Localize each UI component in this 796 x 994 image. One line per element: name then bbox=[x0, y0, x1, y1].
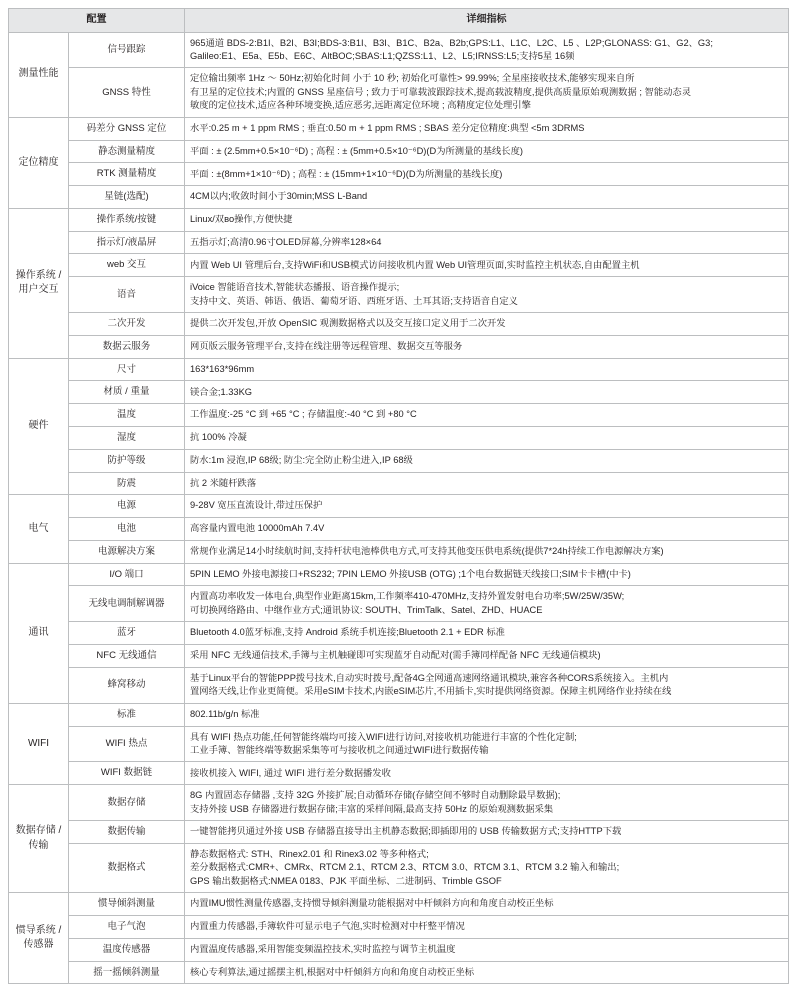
group-label: 操作系统 / 用户交互 bbox=[9, 208, 69, 358]
detail-line: Bluetooth 4.0蓝牙标准,支持 Android 系统手机连接;Bluetooth 2.1 + EDR 标准 bbox=[190, 627, 505, 638]
column-header-config: 配置 bbox=[9, 9, 185, 33]
detail-line: 支持外接 USB 存储器进行数据存储;丰富的采样间隔,最高支持 50Hz 的原始观测数据采集 bbox=[190, 803, 554, 814]
item-label: 静态测量精度 bbox=[69, 140, 185, 163]
table-row bbox=[9, 32, 789, 68]
detail-cell bbox=[185, 518, 789, 541]
detail-line: 网页版云服务管理平台,支持在线注册等远程管理、数据交互等服务 bbox=[190, 341, 463, 352]
detail-line: 9-28V 宽压直流设计,带过压保护 bbox=[190, 500, 323, 511]
detail-line: 965通道 BDS-2:B1I、B2I、B3I;BDS-3:B1I、B3I、B1C、B2a、B2b;GPS:L1、L1C、L2C、L5 、L2P;GLONASS: G1、G2、G3; bbox=[190, 37, 713, 48]
detail-cell bbox=[185, 785, 789, 821]
detail-line: 163*163*96mm bbox=[190, 363, 255, 374]
table-row bbox=[9, 703, 789, 726]
detail-cell bbox=[185, 277, 789, 313]
detail-cell bbox=[185, 313, 789, 336]
detail-line: 工业手簿、智能终端等数据采集等可与接收机之间通过WIFI进行数据传输 bbox=[190, 744, 489, 755]
detail-line: 防水:1m 浸泡,IP 68级; 防尘:完全防止粉尘进入,IP 68级 bbox=[190, 454, 413, 465]
detail-line: 接收机接入 WIFI, 通过 WIFI 进行差分数据播发收 bbox=[190, 767, 391, 778]
group-label: 惯导系统 / 传感器 bbox=[9, 893, 69, 984]
table-row bbox=[9, 586, 789, 622]
detail-cell bbox=[185, 381, 789, 404]
table-row bbox=[9, 540, 789, 563]
detail-line: Galileo:E1、E5a、E5b、E6C、AltBOC;SBAS:L1;QZSS:L1、L2、L5;IRNSS:L5;支持5星 16频 bbox=[190, 50, 575, 61]
detail-line: 静态数据格式: STH、Rinex2.01 和 Rinex3.02 等多种格式; bbox=[190, 848, 429, 859]
detail-cell bbox=[185, 540, 789, 563]
detail-cell bbox=[185, 140, 789, 163]
table-row bbox=[9, 762, 789, 785]
item-label: 尺寸 bbox=[69, 358, 185, 381]
item-label: 蜂窝移动 bbox=[69, 667, 185, 703]
detail-line: 支持中文、英语、韩语、俄语、葡萄牙语、西班牙语、土耳其语;支持语音自定义 bbox=[190, 295, 518, 306]
detail-cell bbox=[185, 916, 789, 939]
table-row bbox=[9, 335, 789, 358]
detail-cell bbox=[185, 163, 789, 186]
detail-line: 具有 WIFI 热点功能,任何智能终端均可接入WIFI进行访问,对接收机功能进行丰富的个性化定制; bbox=[190, 731, 577, 742]
group-label: 硬件 bbox=[9, 358, 69, 495]
item-label: 数据格式 bbox=[69, 843, 185, 892]
detail-cell bbox=[185, 622, 789, 645]
item-label: WIFI 数据链 bbox=[69, 762, 185, 785]
detail-cell bbox=[185, 472, 789, 495]
detail-line: 内置重力传感器,手簿软件可显示电子气泡,实时检测对中杆整平情况 bbox=[190, 921, 465, 932]
detail-line: 一键智能拷贝通过外接 USB 存储器直接导出主机静态数据;即插即用的 USB 传输数据方式;支持HTTP下载 bbox=[190, 826, 622, 837]
item-label: 二次开发 bbox=[69, 313, 185, 336]
detail-line: 高容量内置电池 10000mAh 7.4V bbox=[190, 523, 325, 534]
table-row bbox=[9, 893, 789, 916]
specification-table bbox=[8, 8, 789, 984]
table-row bbox=[9, 667, 789, 703]
item-label: 无线电调制解调器 bbox=[69, 586, 185, 622]
item-label: 电源解决方案 bbox=[69, 540, 185, 563]
detail-cell bbox=[185, 358, 789, 381]
detail-line: 差分数据格式:CMR+、CMRx、RTCM 2.1、RTCM 2.3、RTCM 3.0、RTCM 3.1、RTCM 3.2 输入和输出; bbox=[190, 862, 620, 873]
detail-cell bbox=[185, 404, 789, 427]
detail-line: 提供二次开发包,开放 OpenSIC 观测数据格式以及交互接口定义用于二次开发 bbox=[190, 318, 506, 329]
table-row bbox=[9, 563, 789, 586]
detail-line: 内置温度传感器,采用智能变频温控技术,实时监控与调节主机温度 bbox=[190, 943, 456, 954]
table-row bbox=[9, 449, 789, 472]
item-label: 蓝牙 bbox=[69, 622, 185, 645]
table-row bbox=[9, 726, 789, 762]
detail-line: 平面 : ±(8mm+1×10⁻⁶D) ; 高程 : ± (15mm+1×10⁻⁶D)(D为所测量的基线长度) bbox=[190, 168, 503, 179]
detail-line: 常规作业满足14小时续航时间,支持杆状电池棒供电方式,可支持其他变压供电系统(提供7*24h持续工作电源解决方案) bbox=[190, 545, 664, 556]
item-label: 电源 bbox=[69, 495, 185, 518]
detail-cell bbox=[185, 208, 789, 231]
detail-line: 五指示灯;高清0.96寸OLED屏幕,分辨率128×64 bbox=[190, 236, 382, 247]
table-row bbox=[9, 140, 789, 163]
detail-line: 抗 100% 冷凝 bbox=[190, 432, 247, 443]
detail-cell bbox=[185, 335, 789, 358]
item-label: RTK 测量精度 bbox=[69, 163, 185, 186]
detail-line: 水平:0.25 m + 1 ppm RMS ; 垂直:0.50 m + 1 ppm RMS ; SBAS 差分定位精度:典型 <5m 3DRMS bbox=[190, 122, 585, 133]
item-label: GNSS 特性 bbox=[69, 68, 185, 117]
table-row bbox=[9, 208, 789, 231]
detail-cell bbox=[185, 117, 789, 140]
detail-line: 内置 Web UI 管理后台,支持WiFi和USB模式访问接收机内置 Web UI管理页面,实时监控主机状态,自由配置主机 bbox=[190, 259, 640, 270]
detail-cell bbox=[185, 563, 789, 586]
detail-line: 5PIN LEMO 外接电源接口+RS232; 7PIN LEMO 外接USB (OTG) ;1个电台数据链天线接口;SIM卡卡槽(中卡) bbox=[190, 568, 631, 579]
group-label: 数据存储 / 传输 bbox=[9, 785, 69, 893]
table-row bbox=[9, 231, 789, 254]
table-row bbox=[9, 472, 789, 495]
detail-cell bbox=[185, 961, 789, 984]
item-label: 数据云服务 bbox=[69, 335, 185, 358]
item-label: 电池 bbox=[69, 518, 185, 541]
item-label: 标准 bbox=[69, 703, 185, 726]
detail-line: iVoice 智能语音技术,智能状态播报、语音操作提示; bbox=[190, 282, 400, 293]
detail-line: 可切换网络路由、中继作业方式;通讯协议: SOUTH、TrimTalk、Satel、ZHD、HUACE bbox=[190, 604, 543, 615]
item-label: 操作系统/按键 bbox=[69, 208, 185, 231]
group-label: WIFI bbox=[9, 703, 69, 784]
detail-line: 核心专利算法,通过摇摆主机,根据对中杆倾斜方向和角度自动校正坐标 bbox=[190, 966, 475, 977]
detail-line: 有卫星的定位技术;内置的 GNSS 星座信号 ; 致力于可靠载波跟踪技术,提高载波精度,提供高质量原始观测数据 ; 智能动态灵 bbox=[190, 86, 692, 97]
detail-line: 工作温度:-25 °C 到 +65 °C ; 存储温度:-40 °C 到 +80 °C bbox=[190, 409, 417, 420]
table-header-row bbox=[9, 9, 789, 33]
detail-line: 抗 2 米随杆跌落 bbox=[190, 477, 257, 488]
item-label: 指示灯/液晶屏 bbox=[69, 231, 185, 254]
detail-cell bbox=[185, 821, 789, 844]
detail-line: 802.11b/g/n 标准 bbox=[190, 708, 260, 719]
table-row bbox=[9, 381, 789, 404]
table-head bbox=[9, 9, 789, 33]
table-row bbox=[9, 358, 789, 381]
detail-cell bbox=[185, 726, 789, 762]
detail-line: GPS 输出数据格式:NMEA 0183、PJK 平面坐标、二进制码、Trimble GSOF bbox=[190, 875, 502, 886]
detail-cell bbox=[185, 645, 789, 668]
detail-cell bbox=[185, 586, 789, 622]
table-body bbox=[9, 32, 789, 984]
table-row bbox=[9, 843, 789, 892]
detail-cell bbox=[185, 762, 789, 785]
table-row bbox=[9, 785, 789, 821]
detail-line: 8G 内置固态存储器 ,支持 32G 外接扩展;自动循环存储(存储空间不够时自动删除最早数据); bbox=[190, 790, 561, 801]
detail-cell bbox=[185, 68, 789, 117]
table-row bbox=[9, 163, 789, 186]
item-label: 惯导倾斜测量 bbox=[69, 893, 185, 916]
item-label: 星链(选配) bbox=[69, 186, 185, 209]
item-label: web 交互 bbox=[69, 254, 185, 277]
table-row bbox=[9, 916, 789, 939]
table-row bbox=[9, 961, 789, 984]
detail-line: 定位输出频率 1Hz ～ 50Hz;初始化时间 小于 10 秒; 初始化可靠性> 99.99%; 全星座接收技术,能够实现来自所 bbox=[190, 73, 635, 84]
detail-line: 4CM以内;收敛时间小于30min;MSS L-Band bbox=[190, 191, 368, 202]
detail-cell bbox=[185, 231, 789, 254]
table-row bbox=[9, 645, 789, 668]
table-row bbox=[9, 622, 789, 645]
detail-line: 镁合金;1.33KG bbox=[190, 386, 253, 397]
detail-cell bbox=[185, 938, 789, 961]
table-row bbox=[9, 68, 789, 117]
detail-cell bbox=[185, 426, 789, 449]
table-row bbox=[9, 938, 789, 961]
group-label: 测量性能 bbox=[9, 32, 69, 117]
detail-cell bbox=[185, 186, 789, 209]
item-label: 信号跟踪 bbox=[69, 32, 185, 68]
table-row bbox=[9, 426, 789, 449]
group-label: 通讯 bbox=[9, 563, 69, 703]
item-label: 数据存储 bbox=[69, 785, 185, 821]
table-row bbox=[9, 313, 789, 336]
item-label: WIFI 热点 bbox=[69, 726, 185, 762]
detail-cell bbox=[185, 893, 789, 916]
item-label: 码差分 GNSS 定位 bbox=[69, 117, 185, 140]
table-row bbox=[9, 254, 789, 277]
item-label: NFC 无线通信 bbox=[69, 645, 185, 668]
detail-cell bbox=[185, 32, 789, 68]
detail-cell bbox=[185, 254, 789, 277]
item-label: 语音 bbox=[69, 277, 185, 313]
column-header-detail: 详细指标 bbox=[185, 9, 789, 33]
item-label: 电子气泡 bbox=[69, 916, 185, 939]
detail-cell bbox=[185, 449, 789, 472]
table-row bbox=[9, 117, 789, 140]
detail-cell bbox=[185, 495, 789, 518]
detail-line: 置网络天线,让作业更简便。采用eSIM卡技术,内嵌eSIM芯片,不用插卡,实时提供网络资源。保障主机网络作业持续在线 bbox=[190, 686, 672, 697]
detail-line: 采用 NFC 无线通信技术,手簿与主机触碰即可实现蓝牙自动配对(需手簿同样配备 NFC 无线通信模块) bbox=[190, 650, 601, 661]
item-label: 温度传感器 bbox=[69, 938, 185, 961]
item-label: 温度 bbox=[69, 404, 185, 427]
detail-cell bbox=[185, 667, 789, 703]
table-row bbox=[9, 277, 789, 313]
detail-line: 平面 : ± (2.5mm+0.5×10⁻⁶D) ; 高程 : ± (5mm+0.5×10⁻⁶D)(D为所测量的基线长度) bbox=[190, 145, 523, 156]
table-row bbox=[9, 821, 789, 844]
detail-line: Linux/双во操作,方便快捷 bbox=[190, 214, 293, 225]
table-row bbox=[9, 518, 789, 541]
group-label: 定位精度 bbox=[9, 117, 69, 208]
item-label: 防震 bbox=[69, 472, 185, 495]
item-label: 材质 / 重量 bbox=[69, 381, 185, 404]
detail-line: 内置IMU惯性测量传感器,支持惯导倾斜测量功能根据对中杆倾斜方向和角度自动校正坐标 bbox=[190, 898, 554, 909]
detail-cell bbox=[185, 843, 789, 892]
detail-line: 基于Linux平台的智能PPP拨号技术,自动实时拨号,配备4G全网通高速网络通讯模块,兼容各种CORS系统接入。主机内 bbox=[190, 672, 669, 683]
detail-line: 敏度的定位技术,适应各种环境变换,适应恶劣,远距离定位环境 ; 高精度定位处理引擎 bbox=[190, 100, 531, 111]
table-row bbox=[9, 186, 789, 209]
group-label: 电气 bbox=[9, 495, 69, 563]
detail-cell bbox=[185, 703, 789, 726]
item-label: 湿度 bbox=[69, 426, 185, 449]
item-label: 防护等级 bbox=[69, 449, 185, 472]
item-label: I/O 端口 bbox=[69, 563, 185, 586]
table-row bbox=[9, 404, 789, 427]
table-row bbox=[9, 495, 789, 518]
detail-line: 内置高功率收发一体电台,典型作业距离15km,工作频率410-470MHz,支持外置发射电台功率;5W/25W/35W; bbox=[190, 591, 625, 602]
item-label: 数据传输 bbox=[69, 821, 185, 844]
item-label: 摇一摇倾斜测量 bbox=[69, 961, 185, 984]
